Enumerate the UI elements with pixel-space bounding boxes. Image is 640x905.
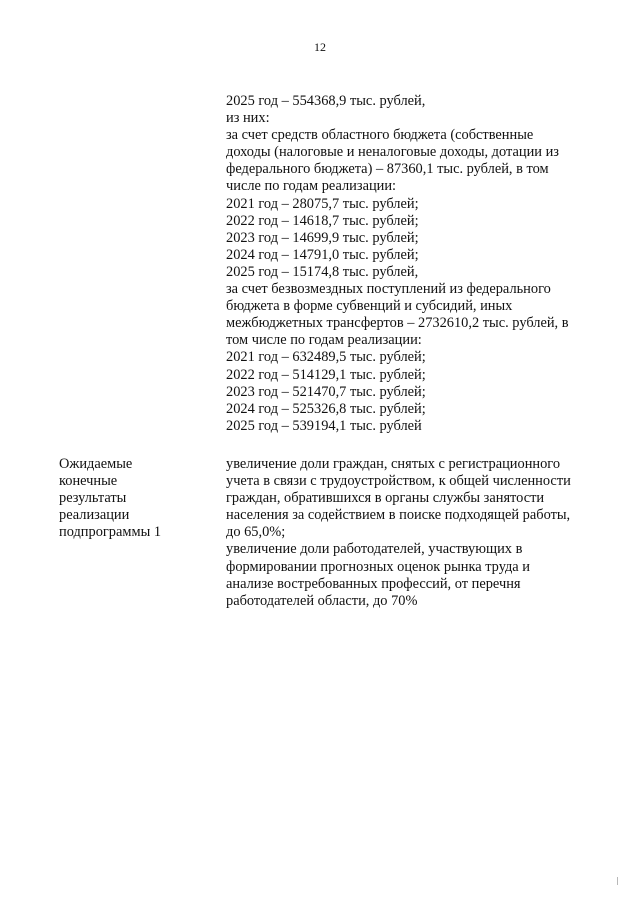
text-line: за счет безвозмездных поступлений из федерального [226,281,551,298]
text-line: доходы (налоговые и неналоговые доходы, дотации из [226,144,559,161]
text-line: том числе по годам реализации: [226,332,422,349]
text-line: 2021 год – 632489,5 тыс. рублей; [226,349,426,366]
text-line: за счет средств областного бюджета (собственные [226,127,534,144]
text-line: 2023 год – 14699,9 тыс. рублей; [226,229,419,246]
text-line: 2022 год – 514129,1 тыс. рублей; [226,366,426,383]
text-line: увеличение доли работодателей, участвующих в [226,541,523,558]
label-line: результаты [59,490,127,507]
text-line: формировании прогнозных оценок рынка труда и [226,558,530,575]
text-line: 2022 год – 14618,7 тыс. рублей; [226,212,419,229]
text-line: 2024 год – 14791,0 тыс. рублей; [226,246,419,263]
text-line: 2025 год – 539194,1 тыс. рублей [226,417,422,434]
text-line: анализе востребованных профессий, от перечня [226,575,521,592]
text-line: 2023 год – 521470,7 тыс. рублей; [226,383,426,400]
scan-edge-mark [617,877,618,885]
text-line: увеличение доли граждан, снятых с регистрационного [226,456,561,472]
text-line: работодателей области, до 70% [226,592,418,609]
funding-continuation-text [226,93,569,435]
label-line: конечные [59,473,118,490]
text-line: бюджета в форме субвенций и субсидий, иных [226,298,513,315]
label-line: подпрограммы 1 [59,524,162,541]
label-line: Ожидаемые [59,456,133,472]
text-line: до 65,0%; [226,524,286,541]
text-line: числе по годам реализации: [226,178,397,195]
text-line: населения за содействием в поиске подходящей работы, [226,507,571,524]
text-line: 2021 год – 28075,7 тыс. рублей; [226,195,419,212]
expected-results-text [226,456,571,610]
text-line: 2025 год – 554368,9 тыс. рублей, [226,93,426,109]
text-line: учета в связи с трудоустройством, к общей численности [226,473,571,490]
text-line: 2025 год – 15174,8 тыс. рублей, [226,263,419,280]
text-line: граждан, обратившихся в органы службы занятости [226,490,545,507]
text-line: федерального бюджета) – 87360,1 тыс. рублей, в том [226,161,549,178]
text-line: межбюджетных трансфертов – 2732610,2 тыс. рублей, в [226,315,569,332]
label-line: реализации [59,507,130,524]
text-line: 2024 год – 525326,8 тыс. рублей; [226,400,426,417]
expected-results-label [59,456,161,541]
page-number: 12 [314,40,326,54]
text-line: из них: [226,110,270,127]
